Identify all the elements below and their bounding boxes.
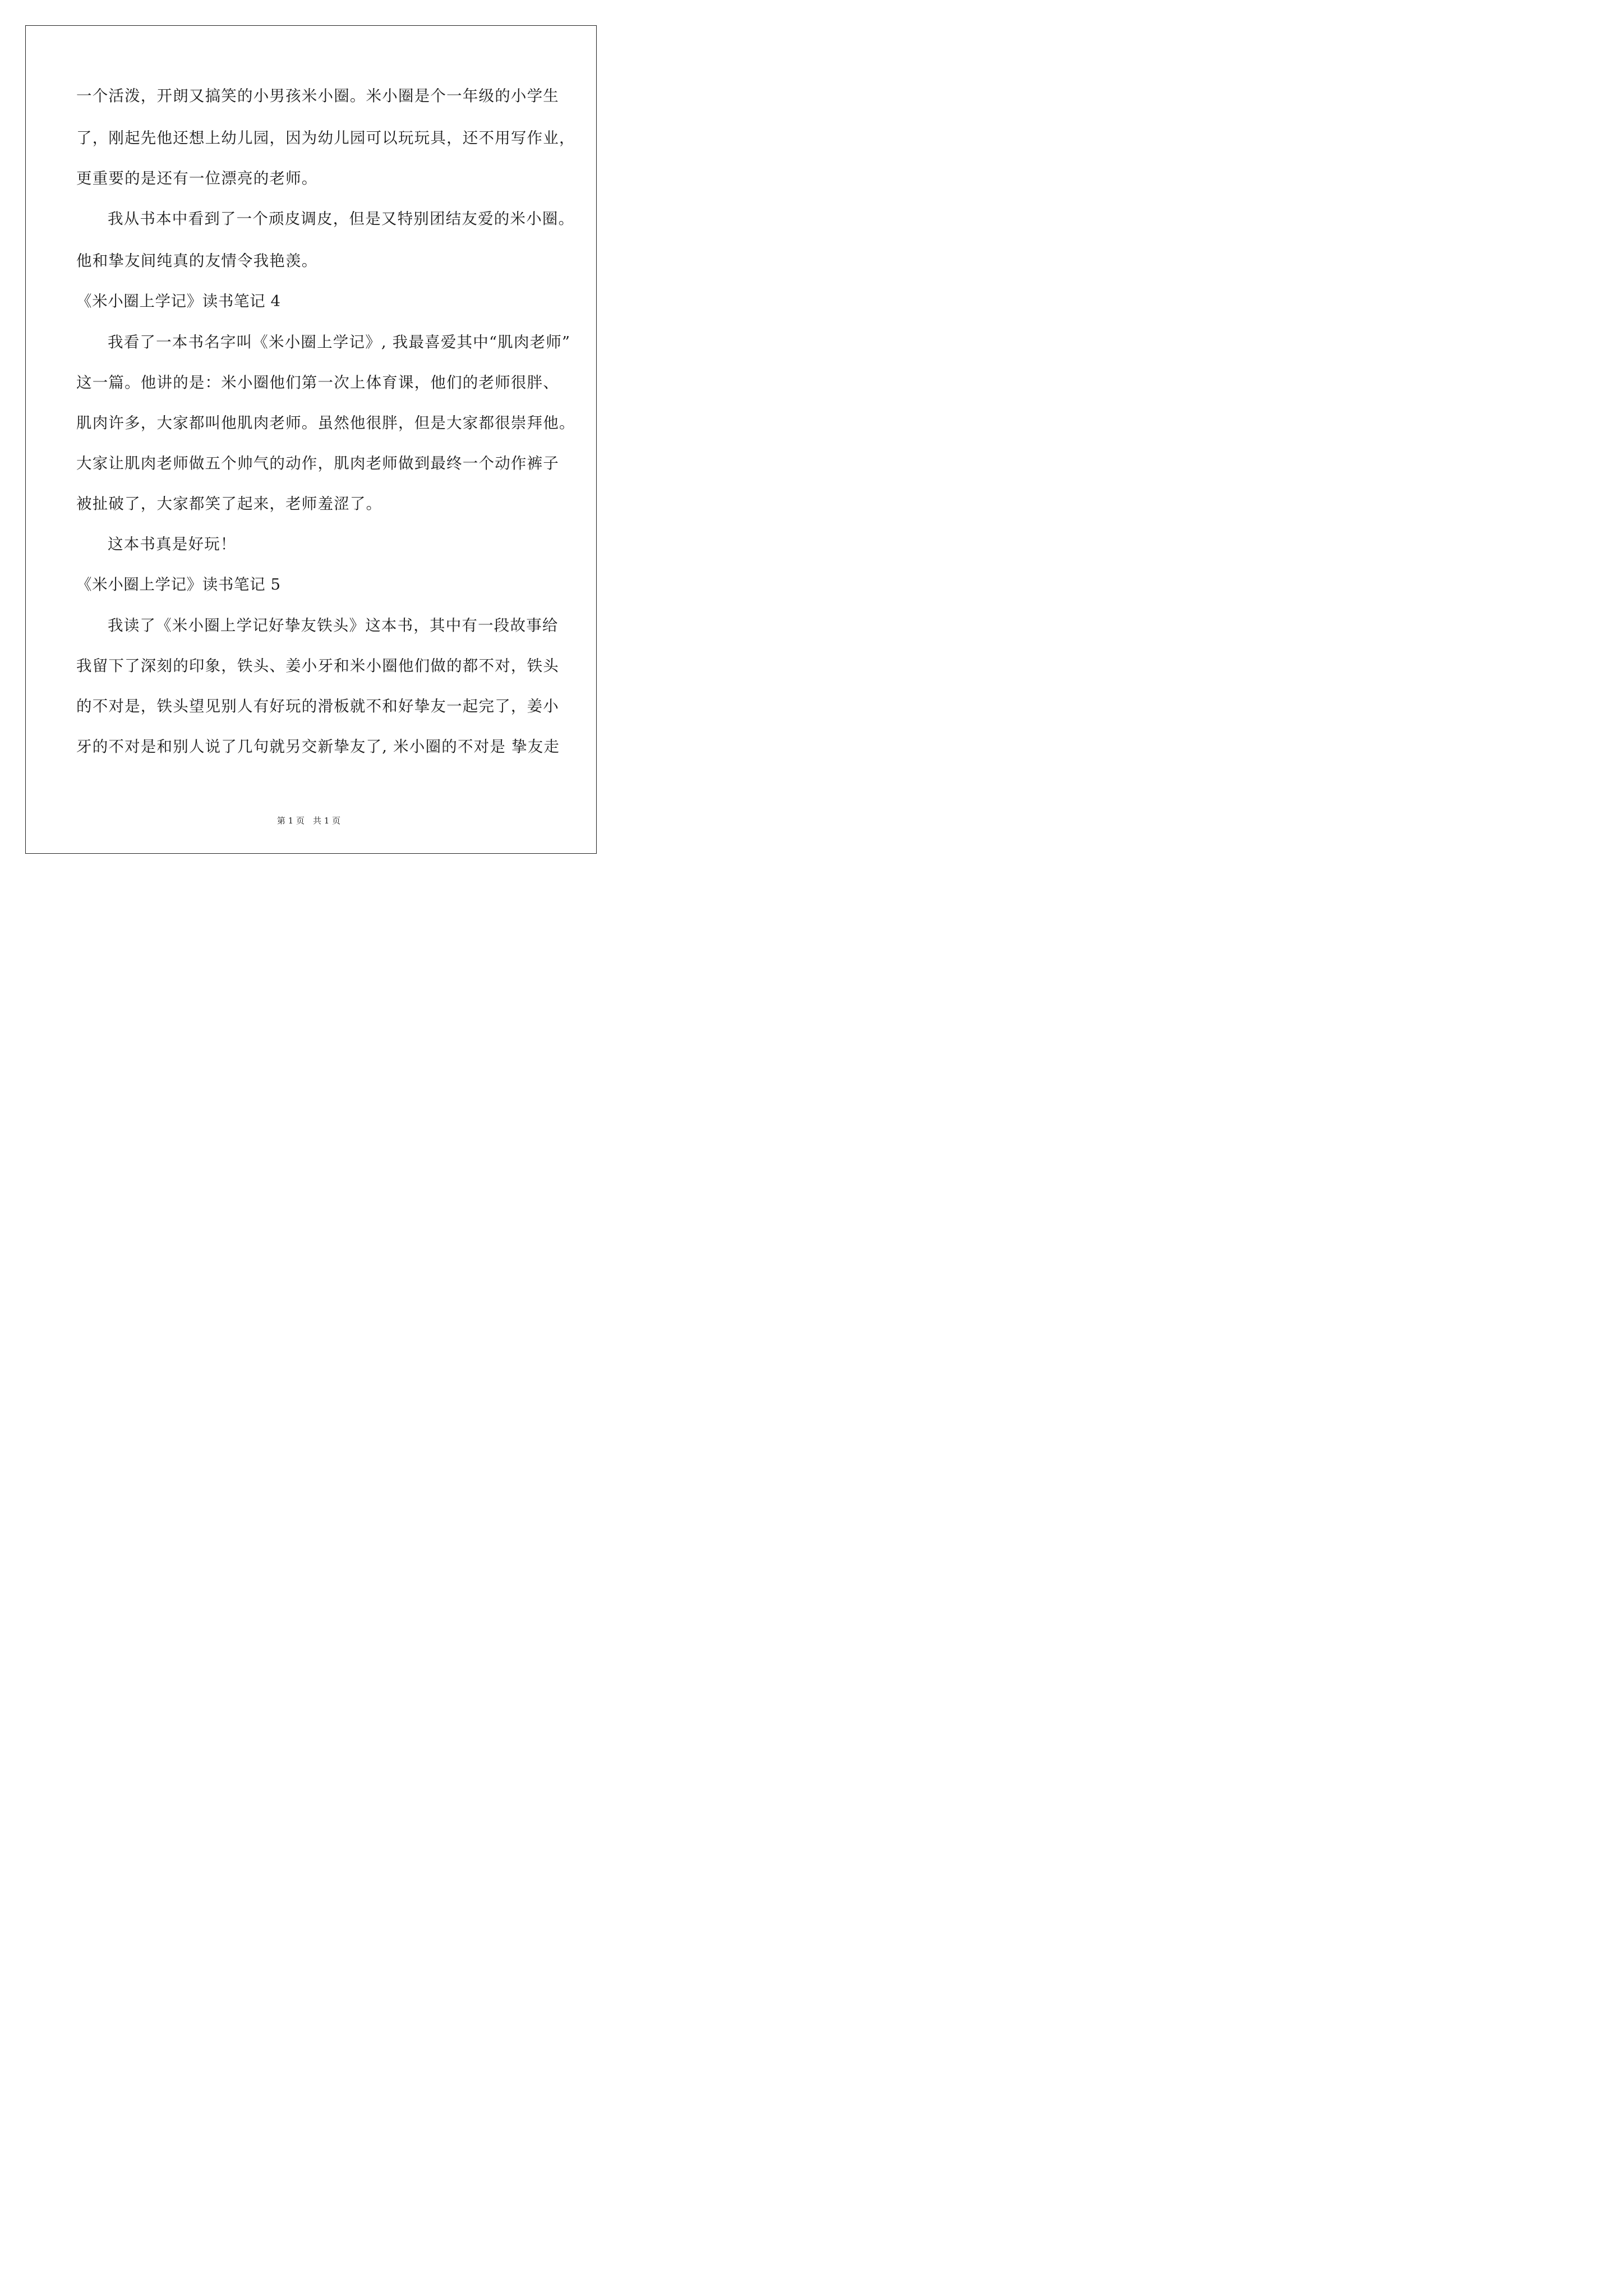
body-line-14: 我读了《米小圈上学记好挚友铁头》这本书，其中有一段故事给 (108, 616, 559, 634)
body-line-15: 我留下了深刻的印象，铁头、姜小牙和米小圈他们做的都不对，铁头 (76, 657, 559, 675)
page-footer: 第 1 页 共 1 页 (276, 816, 341, 826)
body-line-5: 他和挚友间纯真的友情令我艳羡。 (76, 252, 318, 270)
section-heading-5: 《米小圈上学记》读书笔记 5 (76, 576, 281, 593)
body-line-3: 更重要的是还有一位漂亮的老师。 (76, 169, 318, 187)
body-line-7: 我看了一本书名字叫《米小圈上学记》, 我最喜爱其中“肌肉老师” (108, 333, 571, 351)
body-line-17: 牙的不对是和别人说了几句就另交新挚友了, 米小圈的不对是 挚友走 (76, 738, 560, 756)
body-line-4: 我从书本中看到了一个顽皮调皮，但是又特别团结友爱的米小圈。 (108, 210, 575, 228)
body-line-1: 一个活泼，开朗又搞笑的小男孩米小圈。米小圈是个一年级的小学生 (76, 87, 559, 105)
body-line-9: 肌肉许多，大家都叫他肌肉老师。虽然他很胖，但是大家都很崇拜他。 (76, 414, 575, 432)
page-border (25, 25, 597, 854)
body-line-11: 被扯破了，大家都笑了起来，老师羞涩了。 (76, 495, 382, 513)
body-line-12: 这本书真是好玩！ (108, 535, 237, 553)
body-line-8: 这一篇。他讲的是：米小圈他们第一次上体育课，他们的老师很胖、 (76, 374, 559, 392)
body-line-10: 大家让肌肉老师做五个帅气的动作，肌肉老师做到最终一个动作裤子 (76, 454, 559, 472)
body-line-16: 的不对是，铁头望见别人有好玩的滑板就不和好挚友一起完了，姜小 (76, 697, 559, 715)
body-line-2: 了，刚起先他还想上幼儿园，因为幼儿园可以玩玩具，还不用写作业， (76, 129, 575, 147)
section-heading-4: 《米小圈上学记》读书笔记 4 (76, 292, 281, 310)
